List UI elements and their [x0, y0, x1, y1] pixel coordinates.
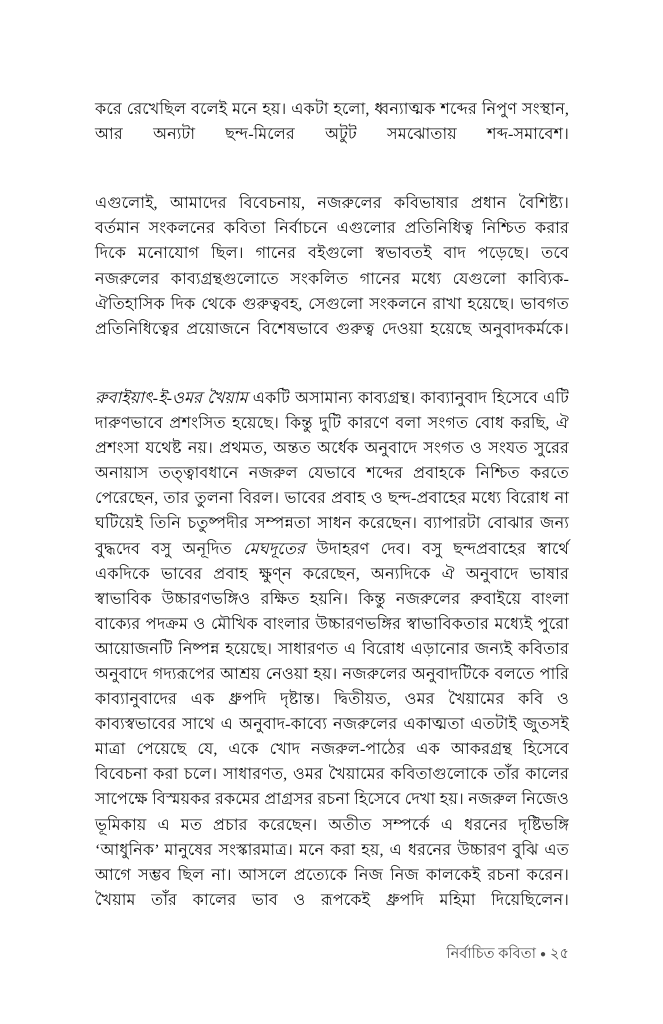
page-text-block	[95, 97, 569, 938]
book-title-rubaiyat: রুবাইয়াৎ-ই-ওমর খৈয়াম	[95, 388, 248, 407]
footer-separator-bullet: ●	[539, 948, 547, 960]
page-footer	[95, 944, 569, 964]
book-title-meghdut: মেঘদূতের	[243, 539, 305, 558]
paragraph-3-run-4: উদাহরণ দেব। বসু ছন্দপ্রবাহের স্বার্থে একদিকে ভাবের প্রবাহ ক্ষুণ্ন করেছেন, অন্যদিকে ঐ অনুবাদে ভাষার স্বাভাবিক উচ্চারণভঙ্গিও রক্ষিত হয়নি। কিন্তু নজরুলের রুবাইয়ে বাংলা বাক্যের পদক্রম ও মৌখিক বাংলার উচ্চারণভঙ্গির স্বাভাবিকতার মধ্যেই পুরো আয়োজনটি নিষ্পন্ন হয়েছে। সাধারণত এ বিরোধ এড়ানোর জন্যই কবিতার অনুবাদে গদ্যরূপের আশ্রয় নেওয়া হয়। নজরুলের অনুবাদটিকে বলতে পারি কাব্যানুবাদের এক ধ্রুপদি দৃষ্টান্ত। দ্বিতীয়ত, ওমর খৈয়ামের কবি ও কাব্যস্বভাবের সাথে এ অনুবাদ-কাব্যে নজরুলের একাত্মতা এতটাই জুতসই মাত্রা পেয়েছে যে, একে খোদ নজরুল-পাঠের এক আকরগ্রন্থ হিসেবে বিবেচনা করা চলে। সাধারণত, ওমর খৈয়ামের কবিতাগুলোকে তাঁর কালের সাপেক্ষে বিস্ময়কর রকমের প্রাগ্রসর রচনা হিসেবে দেখা হয়। নজরুল নিজেও ভূমিকায় এ মত প্রচার করেছেন। অতীত সম্পর্কে এ ধরনের দৃষ্টিভঙ্গি ‘আধুনিক’ মানুষের সংস্কারমাত্র। মনে করা হয়, এ ধরনের উচ্চারণ বুঝি এত আগে সম্ভব ছিল না। আসলে প্রত্যেকে নিজ নিজ কালকেই রচনা করেন। খৈয়াম তাঁর কালের ভাব ও রূপকেই ধ্রুপদি মহিমা দিয়েছিলেন।	[95, 539, 569, 909]
paragraph-1	[95, 97, 569, 172]
paragraph-3	[95, 386, 569, 938]
paragraph-1-run-1: করে রেখেছিল বলেই মনে হয়। একটা হলো, ধ্বন্যাত্মক শব্দের নিপুণ সংস্থান, আর অন্যটা ছন্দ-মিলের অটুট সমঝোতায় শব্দ-সমাবেশ।	[95, 100, 569, 144]
paragraph-2	[95, 191, 569, 367]
footer-book-title: নির্বাচিত কবিতা	[446, 946, 536, 962]
paragraph-3-run-2: একটি অসামান্য কাব্যগ্রন্থ। কাব্যানুবাদ হিসেবে এটি দারুণভাবে প্রশংসিত হয়েছে। কিন্তু দুটি কারণে বলা সংগত বোধ করছি, ঐ প্রশংসা যথেষ্ট নয়। প্রথমত, অন্তত অর্ধেক অনুবাদে সংগত ও সংযত সুরের অনায়াস তত্ত্বাবধানে নজরুল যেভাবে শব্দের প্রবাহকে নিশ্চিত করতে পেরেছেন, তার তুলনা বিরল। ভাবের প্রবাহ ও ছন্দ-প্রবাহের মধ্যে বিরোধ না ঘটিয়েই তিনি চতুষ্পদীর সম্পন্নতা সাধন করেছেন। ব্যাপারটা বোঝার জন্য বুদ্ধদেব বসু অনূদিত	[95, 388, 569, 558]
paragraph-2-run-1: এগুলোই, আমাদের বিবেচনায়, নজরুলের কবিভাষার প্রধান বৈশিষ্ট্য। বর্তমান সংকলনের কবিতা নির্বাচনে এগুলোর প্রতিনিধিত্ব নিশ্চিত করার দিকে মনোযোগ ছিল। গানের বইগুলো স্বভাবতই বাদ পড়েছে। তবে নজরুলের কাব্যগ্রন্থগুলোতে সংকলিত গানের মধ্যে যেগুলো কাব্যিক-ঐতিহাসিক দিক থেকে গুরুত্ববহ, সেগুলো সংকলনে রাখা হয়েছে। ভাবগত প্রতিনিধিত্বের প্রয়োজনে বিশেষভাবে গুরুত্ব দেওয়া হয়েছে অনুবাদকর্মকে।	[95, 194, 569, 338]
footer-page-number: ২৫	[550, 946, 569, 962]
